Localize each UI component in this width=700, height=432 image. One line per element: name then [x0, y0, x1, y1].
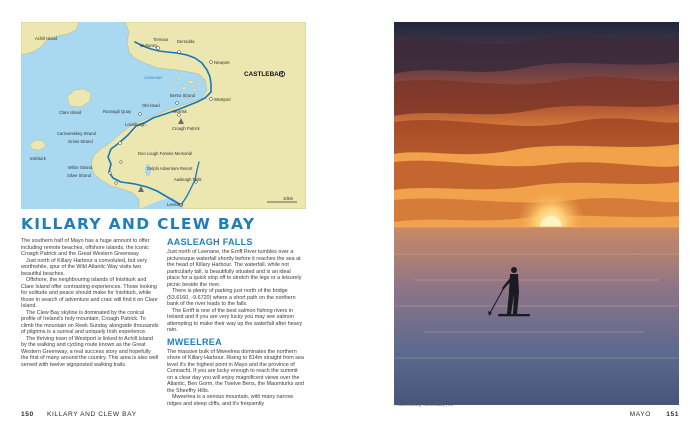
mweelrea-paragraph: Mweelrea is a serious mountain, with many narrow ridges and steep cliffs, and it's frequently [167, 394, 294, 407]
map-label-gross-strand: Gross Strand [68, 139, 93, 144]
map-label-silver-strand: Silver Strand [67, 173, 91, 178]
intro-paragraph: The thriving town of Westport is linked to Achill Island by the walking and cycling route known as the Great Western Greenway, a real success story and hopefully the first of many around the country. This area is also well served with twelve signposted walking trails. [21, 335, 159, 368]
sections-column [167, 238, 305, 407]
photo-svg [394, 22, 679, 405]
aasleagh-paragraph: There is plenty of parking just north of the bridge (53.6160, -9.6720) where a short path on the northern bank of the river leads to the falls. [167, 288, 296, 307]
aasleagh-heading: AASLEAGH FALLS [167, 237, 253, 247]
page-number-left: 150 [21, 411, 34, 418]
intro-paragraph: Just north of Killary Harbour a convoluted, but very worthwhile, spur of the Wild Atlantic Way visits two beautiful beaches. [21, 257, 148, 277]
sunset-paddleboard-photo [394, 22, 679, 405]
map-label-old-head: Old Head [142, 103, 160, 108]
page-title: KILLARY AND CLEW BAY [21, 215, 256, 233]
map-label-achill: Achill Island [35, 36, 58, 41]
clew-bay-map [21, 22, 306, 209]
map-label-louisburgh: Louisburgh [125, 122, 146, 127]
map-svg [21, 22, 306, 209]
photo-caption: Paddleboarding, Carrowniskey | RC [396, 403, 454, 407]
map-label-mulranny: Mulranny [140, 43, 158, 48]
map-label-clew-bay: CLEW BAY [144, 76, 163, 80]
aasleagh-paragraph: The Erriff is one of the best salmon fishing rivers in Ireland and if you are very lucky you may see salmon attempting to make their way up the waterfall after heavy rain. [167, 307, 303, 333]
map-label-leenane: Leenane [167, 202, 184, 207]
map-label-derradda: Derradda [177, 39, 195, 44]
intro-column [21, 238, 159, 368]
map-label-bertra: Bertra Strand [170, 93, 195, 98]
map-label-doo-lough: Doo Lough Famine Memorial [138, 151, 192, 156]
map-label-carrowniskey: Carrowniskey Strand [57, 131, 96, 136]
map-label-croagh-patrick: Croagh Patrick [172, 126, 200, 131]
map-label-delphi: Delphi Adventure Resort [147, 166, 193, 171]
mweelrea-heading: MWEELREA [167, 336, 222, 347]
map-label-inishturk: Inishturk [30, 156, 46, 161]
map-label-aasleagh: Aasleagh Falls [174, 177, 202, 182]
running-head-left: KILLARY AND CLEW BAY [47, 411, 137, 418]
intro-paragraph: The Clew Bay skyline is dominated by the conical profile of Ireland's holy mountain, Croagh Patrick. To climb the mountain on Reek Sunday alongside thousands of pilgrims is a surreal and uniquely Irish experience. [21, 309, 159, 335]
aasleagh-paragraph: Just north of Leenane, the Erriff River tumbles over a picturesque waterfall shortly before it reaches the sea at the head of Killary Harbour. The waterfall, while not particularly tall, is beautifully situated and is an ideal place for a quick stop off to stretch the legs or a leisurely picnic beside the river. [167, 249, 302, 288]
map-label-westport: Westport [214, 97, 231, 102]
map-label-murrisk: Murrisk [173, 109, 187, 114]
map-label-roonagh: Roonagh Quay [103, 109, 132, 114]
map-label-clare-island: Clare Island [59, 110, 82, 115]
page-number-right: 151 [666, 411, 679, 418]
map-scale-label: 10km [283, 196, 294, 201]
map-label-castlebar: CASTLEBAR [244, 71, 284, 78]
mweelrea-paragraph: The massive bulk of Mweelrea dominates the northern shore of Killary Harbour. Rising to 814m straight from sea level it's the highest point in Mayo and the province of Connacht. If you are lucky enough to reach the summit on a clear day you will enjoy magnificent views over the Atlantic, Ben Gorm, the Twelve Bens, the Maumturks and the Sheeffry Hills. [167, 348, 304, 394]
intro-paragraph: Offshore, the neighbouring islands of Inishturk and Clare Island offer contrasting experiences. Those looking for solitude and peace should make for Inishturk, while those in search of adventure and craic will find it on Clare Island. [21, 277, 158, 309]
running-head-right: MAYO [629, 411, 651, 418]
map-label-newport: Newport [214, 60, 230, 65]
map-label-white-strand: White Strand [68, 165, 93, 170]
map-label-tiernaur: Tiernaur [153, 37, 169, 42]
intro-paragraph: The southern half of Mayo has a huge amount to offer including remote beaches, offshore islands, the iconic Croagh Patrick and the Great Western Greenway. [21, 238, 150, 257]
